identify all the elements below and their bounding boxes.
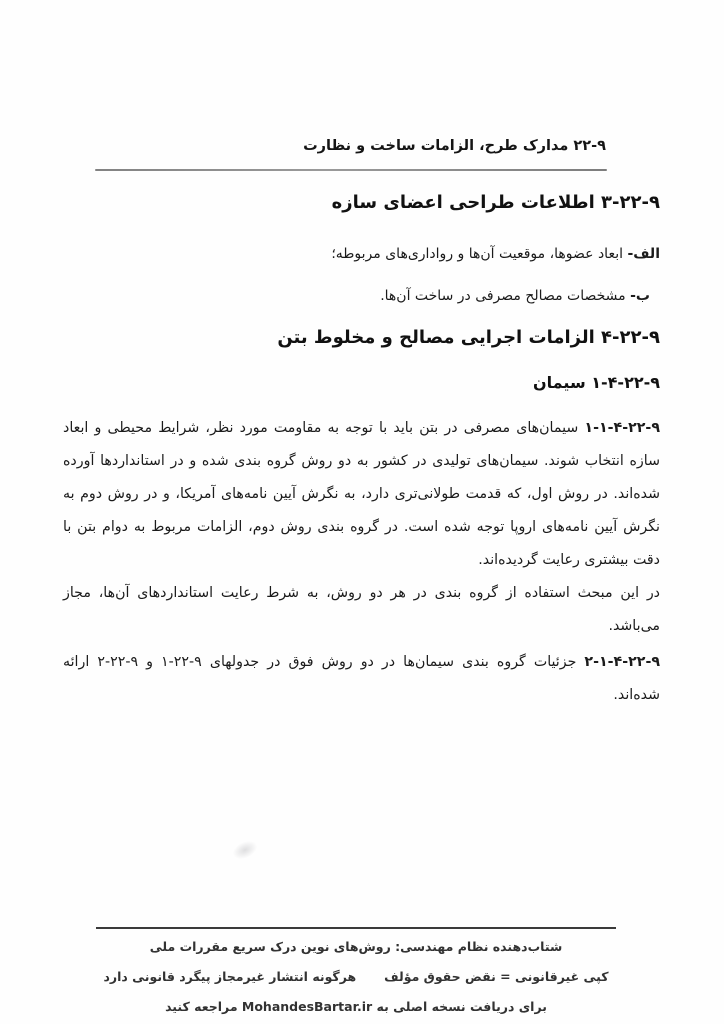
clause-number: ۹‏-۲۲‏-۴‏-۱‏-۲	[584, 654, 660, 670]
footer-copyright-right: کپی غیرقانونی = نقض حقوق مؤلف	[384, 969, 609, 984]
clause-text: جزئیات گروه بندی سیمان‌ها در دو روش فوق در جدولهای ۹‏-۲۲‏-۱ و ۹‏-۲۲‏-۲ ارائه شده‌اند.	[63, 654, 660, 703]
clause-9-22-4-1-1	[63, 412, 660, 643]
running-header: ۹‏-۲۲ مدارک طرح، الزامات ساخت و نظارت	[303, 138, 606, 154]
list-item-a-text: ابعاد عضوها، موقعیت آن‌ها و رواداری‌های مربوطه؛	[331, 246, 623, 262]
scan-smudge	[230, 837, 260, 862]
clause-paragraph-continued: در این مبحث استفاده از گروه بندی در هر دو روش، به شرط رعایت استانداردهای آن‌ها، مجاز می‌باشد.	[63, 585, 660, 634]
list-item-a-label: الف-	[627, 246, 660, 262]
clause-number: ۹‏-۲۲‏-۴‏-۱‏-۱	[584, 420, 660, 436]
clause-9-22-4-1-2	[63, 646, 660, 712]
footer-website-line: برای دریافت نسخه اصلی به MohandesBartar.ir مراجعه کنید	[165, 999, 547, 1014]
clause-paragraph	[63, 646, 660, 712]
footer-copyright-line	[96, 962, 616, 992]
list-item-a	[331, 246, 660, 262]
clause-text: سیمان‌های مصرفی در بتن باید با توجه به مقاومت مورد نظر، شرایط محیطی و ابعاد سازه انتخاب شوند. سیمان‌های تولیدی در کشور به دو روش گروه بندی شده و در استانداردها آورده شده‌اند. در روش اول، که قدمت طولانی‌تری دارد، به نگرش آیین نامه‌های آمریکا، و در روش دوم به نگرش آیین نامه‌های اروپا توجه شده است. در گروه بندی روش دوم، الزامات مربوط به دوام بتن با دقت بیشتری رعایت گردیده‌اند.	[63, 420, 660, 568]
clause-paragraph	[63, 412, 660, 577]
page-footer	[96, 932, 616, 1022]
section-title-exec-requirements: ۹‏-۲۲‏-۴ الزامات اجرایی مصالح و مخلوط بتن	[277, 327, 660, 348]
footer-divider	[96, 927, 616, 929]
footer-publisher-line: شتاب‌دهنده نظام مهندسی: روش‌های نوین درک سریع مقررات ملی	[149, 939, 563, 954]
subsection-title-cement: ۹‏-۲۲‏-۴‏-۱ سیمان	[533, 373, 660, 392]
list-item-b-label: ب-	[630, 288, 650, 304]
footer-copyright-left: هرگونه انتشار غیرمجاز پیگرد قانونی دارد	[103, 969, 357, 984]
list-item-b	[380, 288, 650, 304]
section-title-design-info: ۹‏-۲۲‏-۳ اطلاعات طراحی اعضای سازه	[331, 192, 660, 213]
list-item-b-text: مشخصات مصالح مصرفی در ساخت آن‌ها.	[380, 288, 626, 304]
header-divider	[95, 169, 607, 171]
